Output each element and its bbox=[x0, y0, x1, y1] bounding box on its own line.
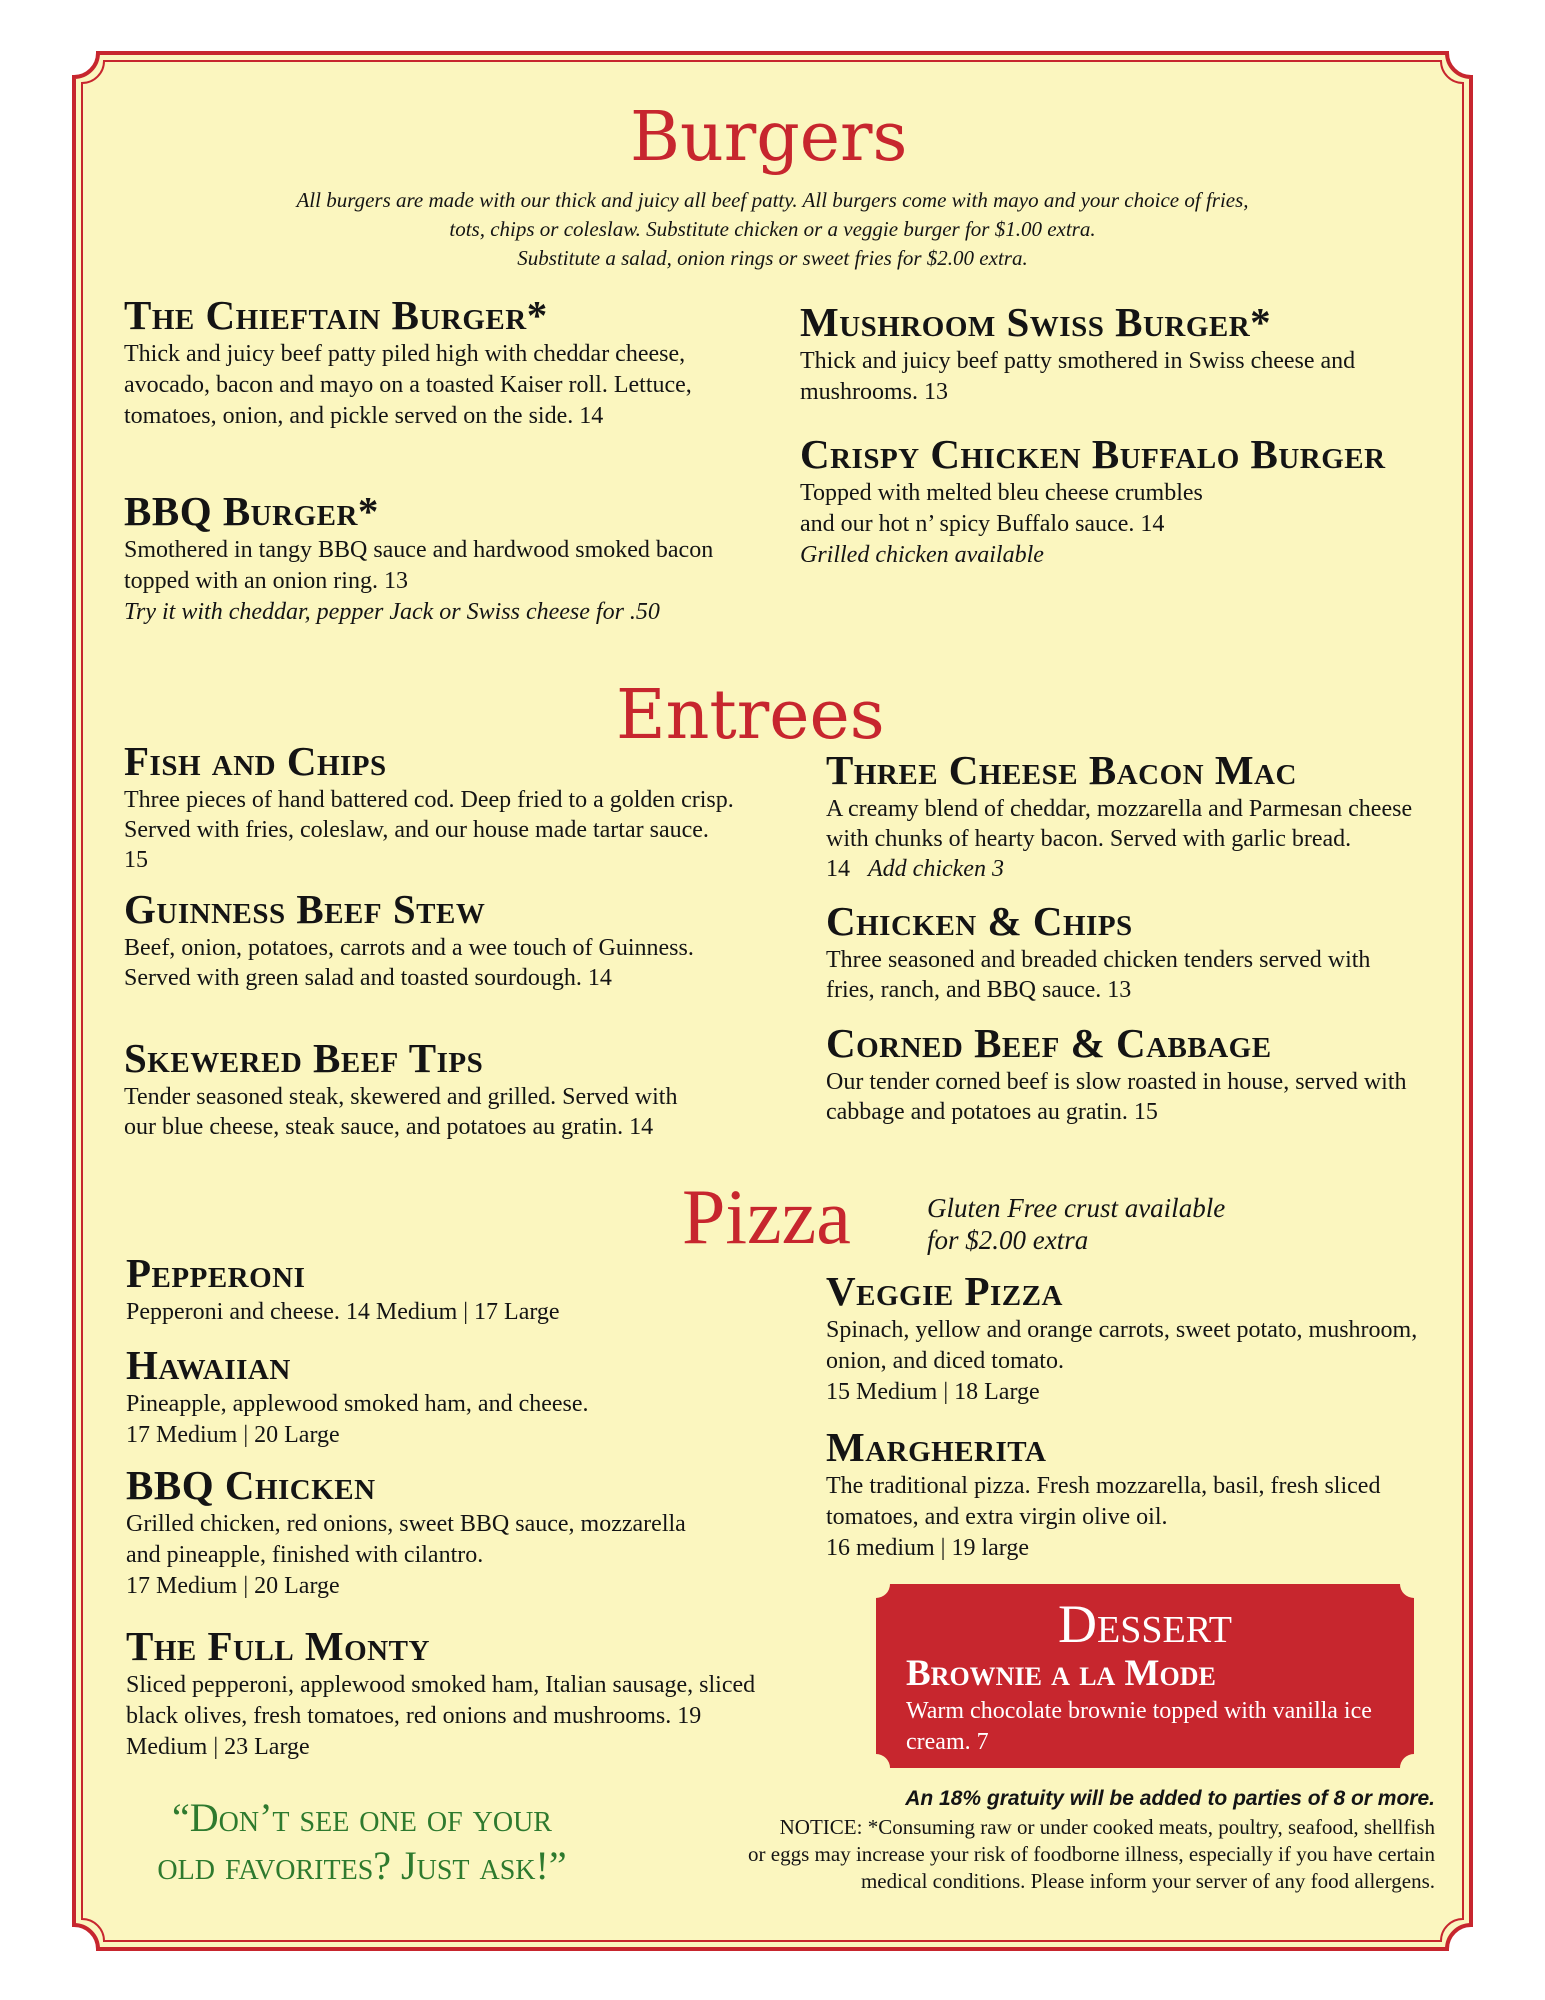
item-description-line: Grilled chicken, red onions, sweet BBQ sauce, mozzarella and pineapple, finished with cilantro. bbox=[126, 1511, 686, 1568]
item-description: Sliced pepperoni, applewood smoked ham, Italian sausage, sliced black olives, fresh tomatoes, red onions and mushrooms. 19 Medium | 23 Large bbox=[126, 1672, 756, 1760]
gluten-free-note-line: Gluten Free crust available bbox=[927, 1193, 1226, 1223]
item-note: Add chicken 3 bbox=[868, 856, 1004, 882]
item-name: Mushroom Swiss Burger* bbox=[800, 299, 1272, 345]
menu-item bbox=[826, 899, 1406, 1005]
item-description: Our tender corned beef is slow roasted in house, served with cabbage and potatoes au gratin. 15 bbox=[826, 1069, 1407, 1125]
item-description-line: Topped with melted bleu cheese crumbles bbox=[800, 480, 1203, 506]
menu-item bbox=[124, 887, 734, 993]
item-name: Fish and Chips bbox=[124, 738, 387, 784]
item-description bbox=[826, 794, 1416, 884]
menu-item bbox=[826, 1269, 1426, 1408]
item-name: Veggie Pizza bbox=[826, 1268, 1063, 1314]
item-description: Three seasoned and breaded chicken tenders served with fries, ranch, and BBQ sauce. 13 bbox=[826, 947, 1371, 1003]
menu-item bbox=[800, 432, 1460, 571]
menu-item bbox=[126, 1343, 766, 1451]
menu-item bbox=[826, 748, 1416, 884]
item-description-line: and our hot n’ spicy Buffalo sauce. 14 bbox=[800, 511, 1165, 537]
item-description bbox=[800, 478, 1460, 540]
ask-callout-line: old favorites? Just ask!” bbox=[157, 1843, 567, 1888]
item-description: Beef, onion, potatoes, carrots and a wee touch of Guinness. Served with green salad and toasted sourdough. 14 bbox=[124, 935, 694, 991]
dessert-title: Dessert bbox=[1058, 1594, 1232, 1654]
item-description-text: A creamy blend of cheddar, mozzarella and Parmesan cheese with chunks of hearty bacon. Served with garlic bread. 14 bbox=[826, 796, 1413, 882]
burgers-intro-line: tots, chips or coleslaw. Substitute chicken or a veggie burger for $1.00 extra. bbox=[449, 217, 1096, 241]
item-note: Try it with cheddar, pepper Jack or Swiss cheese for .50 bbox=[124, 599, 660, 625]
burgers-intro bbox=[120, 186, 1425, 273]
gluten-free-note bbox=[927, 1192, 1225, 1256]
item-description: Thick and juicy beef patty piled high with cheddar cheese, avocado, bacon and mayo on a toasted Kaiser roll. Lettuce, tomatoes, onion, and pickle served on the side. 14 bbox=[124, 341, 692, 429]
item-name: Margherita bbox=[826, 1424, 1047, 1470]
food-safety-notice bbox=[620, 1814, 1435, 1895]
menu-item bbox=[126, 1624, 786, 1763]
gluten-free-note-line: for $2.00 extra bbox=[927, 1225, 1089, 1255]
item-name: The Full Monty bbox=[126, 1623, 430, 1669]
dessert-item-description: Warm chocolate brownie topped with vanilla ice cream. 7 bbox=[906, 1698, 1372, 1755]
item-description: Smothered in tangy BBQ sauce and hardwood smoked bacon topped with an onion ring. 13 bbox=[124, 537, 714, 594]
dessert-box bbox=[876, 1584, 1414, 1768]
item-name: BBQ Burger* bbox=[124, 488, 379, 534]
item-name: The Chieftain Burger* bbox=[124, 292, 548, 338]
ask-callout-line: “Don’t see one of your bbox=[172, 1795, 552, 1840]
item-description-line: The traditional pizza. Fresh mozzarella, basil, fresh sliced tomatoes, and extra virgin olive oil. bbox=[826, 1473, 1381, 1530]
burgers-title: Burgers bbox=[630, 98, 908, 177]
menu-item bbox=[800, 300, 1440, 408]
notice-line: or eggs may increase your risk of foodborne illness, especially if you have certain bbox=[748, 1842, 1435, 1866]
burgers-intro-line: Substitute a salad, onion rings or sweet fries for $2.00 extra. bbox=[517, 246, 1028, 270]
item-note: Grilled chicken available bbox=[800, 542, 1044, 568]
item-description-line: Spinach, yellow and orange carrots, sweet potato, mushroom, onion, and diced tomato. bbox=[826, 1317, 1418, 1374]
item-name: Corned Beef & Cabbage bbox=[826, 1020, 1272, 1066]
item-description-line: Pineapple, applewood smoked ham, and cheese. bbox=[126, 1391, 589, 1417]
menu-item bbox=[124, 739, 734, 875]
menu-item bbox=[126, 1463, 726, 1602]
item-description bbox=[126, 1509, 726, 1602]
item-name: Hawaiian bbox=[126, 1342, 291, 1388]
item-name: Guinness Beef Stew bbox=[124, 886, 486, 932]
item-name: Three Cheese Bacon Mac bbox=[826, 747, 1297, 793]
item-description: Pepperoni and cheese. 14 Medium | 17 Large bbox=[126, 1299, 560, 1325]
item-name: Pepperoni bbox=[126, 1250, 306, 1296]
item-description: Three pieces of hand battered cod. Deep fried to a golden crisp. Served with fries, coleslaw, and our house made tartar sauce. 15 bbox=[124, 787, 734, 873]
notice-line: medical conditions. Please inform your server of any food allergens. bbox=[860, 1869, 1435, 1893]
item-description: Thick and juicy beef patty smothered in Swiss cheese and mushrooms. 13 bbox=[800, 348, 1356, 405]
item-name: Skewered Beef Tips bbox=[124, 1035, 484, 1081]
menu-item bbox=[826, 1021, 1416, 1127]
item-name: BBQ Chicken bbox=[126, 1462, 376, 1508]
menu-item bbox=[124, 293, 744, 432]
entrees-title: Entrees bbox=[616, 676, 885, 755]
notice-line: NOTICE: *Consuming raw or under cooked meats, poultry, seafood, shellfish bbox=[779, 1815, 1435, 1839]
item-name: Chicken & Chips bbox=[826, 898, 1133, 944]
item-price: 17 Medium | 20 Large bbox=[126, 1422, 340, 1448]
item-description bbox=[126, 1389, 766, 1451]
item-name: Crispy Chicken Buffalo Burger bbox=[800, 431, 1386, 477]
dessert-item-name: Brownie a la Mode bbox=[906, 1653, 1216, 1694]
ask-callout bbox=[92, 1794, 632, 1890]
menu-item bbox=[124, 489, 714, 628]
item-description: Tender seasoned steak, skewered and grilled. Served with our blue cheese, steak sauce, and potatoes au gratin. 14 bbox=[124, 1084, 678, 1140]
item-price: 15 Medium | 18 Large bbox=[826, 1379, 1040, 1405]
item-description bbox=[826, 1471, 1426, 1564]
burgers-intro-line: All burgers are made with our thick and juicy all beef patty. All burgers come with mayo and your choice of fries, bbox=[296, 188, 1249, 212]
menu-item bbox=[124, 1036, 704, 1142]
gratuity-notice: An 18% gratuity will be added to parties of 8 or more. bbox=[905, 1787, 1435, 1810]
menu-item bbox=[126, 1251, 766, 1328]
item-price: 16 medium | 19 large bbox=[826, 1535, 1029, 1561]
menu-item bbox=[826, 1425, 1426, 1564]
item-description bbox=[826, 1315, 1426, 1408]
pizza-title: Pizza bbox=[682, 1173, 851, 1260]
item-price: 17 Medium | 20 Large bbox=[126, 1573, 340, 1599]
